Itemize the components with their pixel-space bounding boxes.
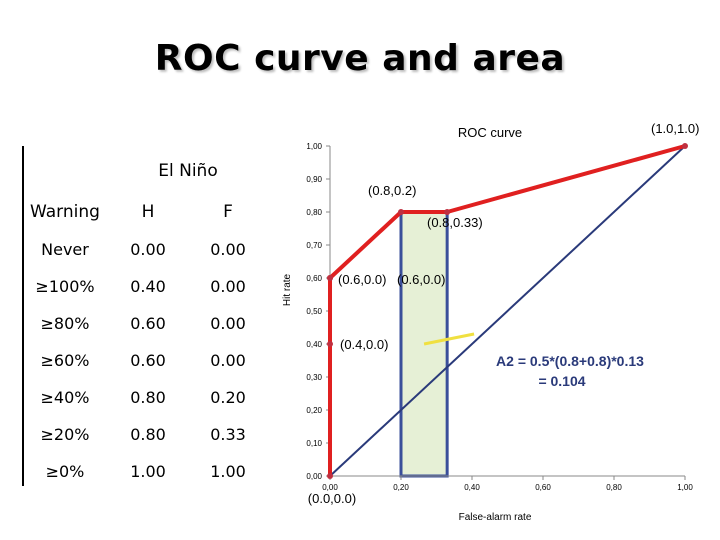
slide-title: ROC curve and area xyxy=(154,38,566,79)
table-cell-h: 0.80 xyxy=(130,388,166,407)
table-cell-h: 0.40 xyxy=(130,277,166,296)
y-tick-label: 0,10 xyxy=(306,439,322,448)
chart-title: ROC curve xyxy=(457,125,523,140)
y-tick-label: 0,80 xyxy=(306,208,322,217)
table-cell-f: 0.00 xyxy=(210,277,246,296)
point-label-0-4: (0.4,0.0) xyxy=(340,337,389,352)
roc-point xyxy=(398,209,404,215)
y-tick-label: 0,40 xyxy=(306,340,322,349)
roc-point xyxy=(327,275,333,281)
point-label-1-0: (1.0,1.0) xyxy=(651,121,700,136)
table-column-header-h: H xyxy=(141,202,155,222)
annotation-line2: = 0.104 xyxy=(538,373,586,389)
table-cell-h: 0.60 xyxy=(130,314,166,333)
table-cell-warning: ≥80% xyxy=(40,314,90,333)
x-tick-label: 0,00 xyxy=(322,483,338,492)
roc-point xyxy=(682,143,688,149)
roc-point xyxy=(327,341,333,347)
table-cell-f: 1.00 xyxy=(210,462,246,481)
x-axis-label: False-alarm rate xyxy=(458,512,532,523)
x-tick-label: 0,60 xyxy=(535,483,551,492)
y-tick-label: 0,50 xyxy=(306,307,322,316)
table-cell-f: 0.33 xyxy=(210,425,246,444)
y-tick-label: 0,30 xyxy=(306,373,322,382)
table-cell-f: 0.20 xyxy=(210,388,246,407)
y-axis-label: Hit rate xyxy=(282,273,293,307)
y-tick-label: 0,70 xyxy=(306,241,322,250)
y-tick-label: 0,20 xyxy=(306,406,322,415)
x-tick-label: 1,00 xyxy=(677,483,693,492)
table-cell-h: 0.60 xyxy=(130,351,166,370)
point-label-0-6-b: (0.6,0.0) xyxy=(397,272,446,287)
table-cell-warning: ≥0% xyxy=(45,462,85,481)
y-tick-label: 0,00 xyxy=(306,472,322,481)
table-cell-warning: ≥20% xyxy=(40,425,90,444)
y-tick-label: 0,90 xyxy=(306,175,322,184)
y-tick-label: 0,60 xyxy=(306,274,322,283)
table-cell-warning: ≥60% xyxy=(40,351,90,370)
roc-point xyxy=(327,473,333,479)
table-cell-f: 0.00 xyxy=(210,240,246,259)
y-tick-label: 1,00 xyxy=(306,142,322,151)
point-label-0-0: (0.0,0.0) xyxy=(307,491,357,506)
table-cell-f: 0.00 xyxy=(210,314,246,333)
annotation-line1: A2 = 0.5*(0.8+0.8)*0.13 xyxy=(496,353,644,369)
x-tick-label: 0,40 xyxy=(464,483,480,492)
table-row-header: Warning xyxy=(30,202,100,222)
x-tick-label: 0,20 xyxy=(393,483,409,492)
table-column-header-f: F xyxy=(223,202,233,222)
point-label-0-8-0-33: (0.8,0.33) xyxy=(427,215,483,230)
table-cell-f: 0.00 xyxy=(210,351,246,370)
table-cell-h: 0.00 xyxy=(130,240,166,259)
table-group-header: El Niño xyxy=(158,160,218,181)
table-cell-warning: Never xyxy=(41,240,89,259)
table-cell-warning: ≥100% xyxy=(35,277,95,296)
point-label-0-6-a: (0.6,0.0) xyxy=(338,272,387,287)
x-tick-label: 0,80 xyxy=(606,483,622,492)
table-cell-h: 0.80 xyxy=(130,425,166,444)
point-label-0-8-0-2: (0.8,0.2) xyxy=(368,183,417,198)
table-cell-h: 1.00 xyxy=(130,462,166,481)
table-cell-warning: ≥40% xyxy=(40,388,90,407)
